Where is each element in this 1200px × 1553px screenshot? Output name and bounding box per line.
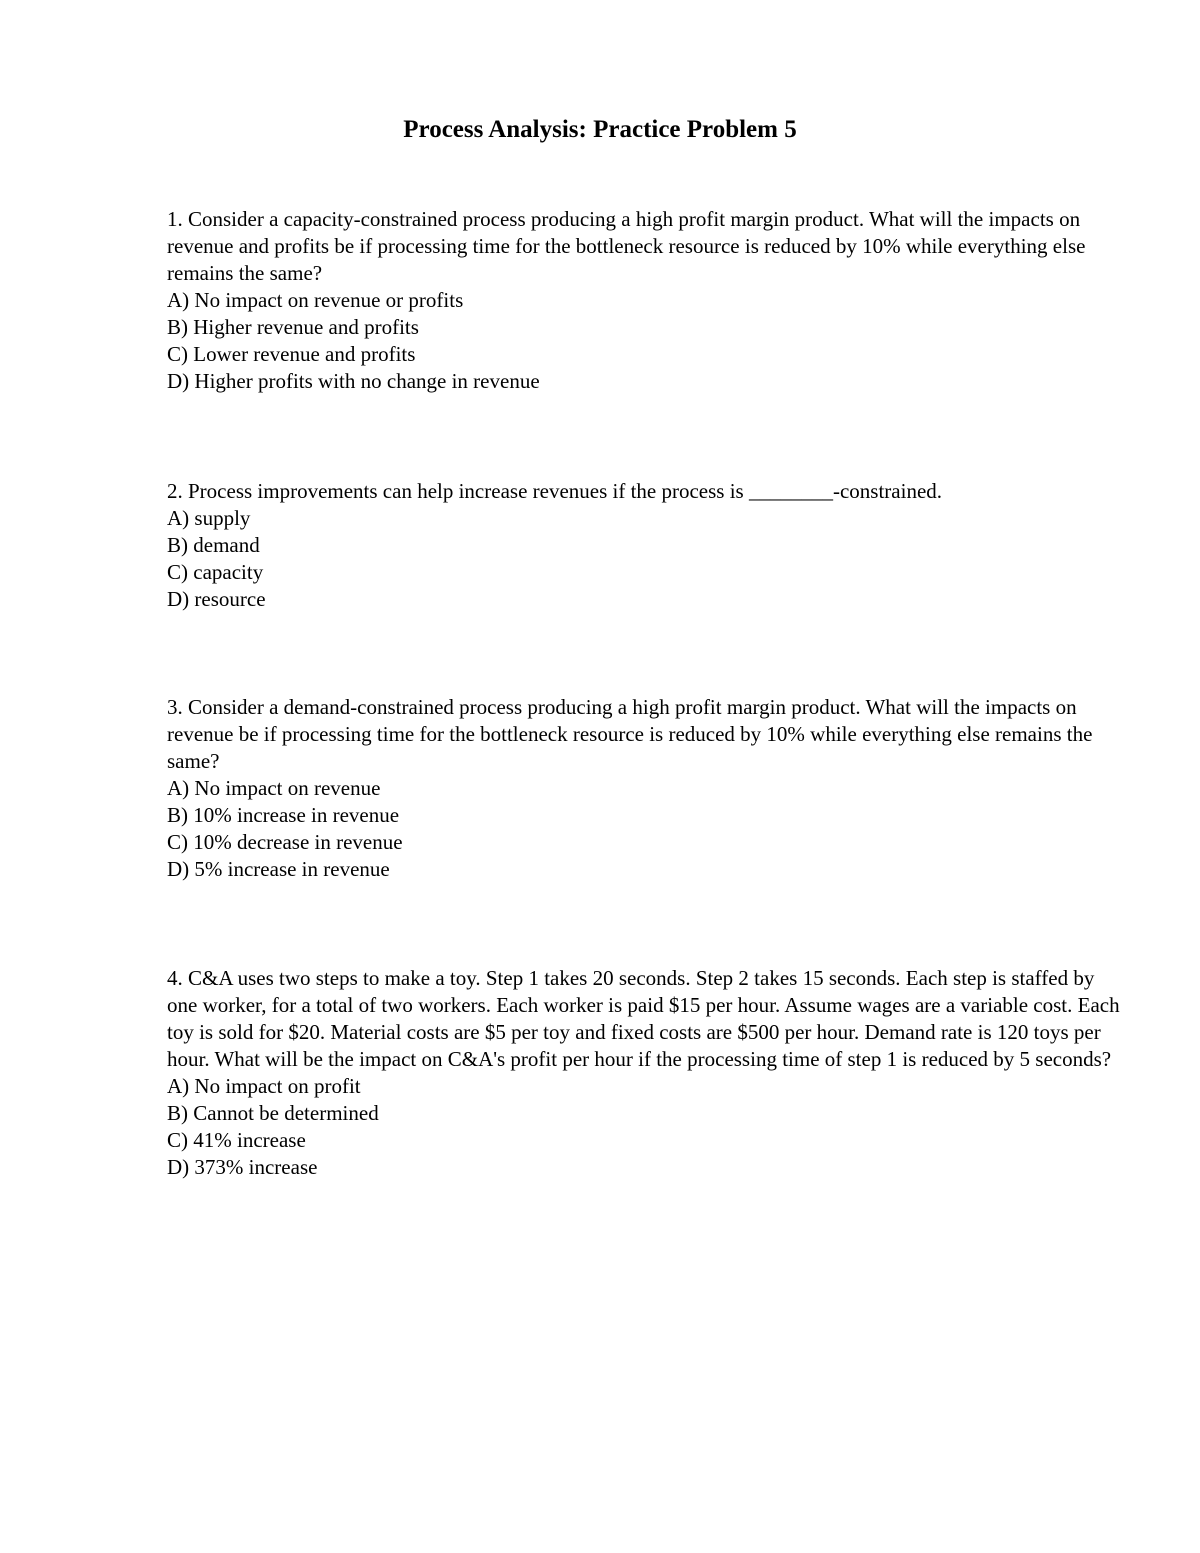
option-b: B) demand: [167, 533, 260, 557]
option-c: C) capacity: [167, 560, 264, 584]
answer-options: [167, 505, 1127, 613]
question-4: [167, 965, 1127, 1181]
option-a: A) No impact on revenue: [167, 776, 381, 800]
option-b: B) 10% increase in revenue: [167, 803, 400, 827]
page-title: Process Analysis: Practice Problem 5: [403, 116, 797, 143]
option-d: D) resource: [167, 587, 266, 611]
option-d: D) 373% increase: [167, 1155, 318, 1179]
question-text: 2. Process improvements can help increase revenues if the process is ________-constrained.: [167, 479, 943, 503]
option-d: D) Higher profits with no change in revenue: [167, 369, 540, 393]
question-3: [167, 694, 1127, 883]
option-c: C) Lower revenue and profits: [167, 342, 416, 366]
question-1: [167, 206, 1127, 395]
question-text: 4. C&A uses two steps to make a toy. Step 1 takes 20 seconds. Step 2 takes 15 seconds. Each step is staffed by one worker, for a total of two workers. Each worker is paid $15 per hour. Assume wages are a variable cost. Each toy is sold for $20. Material costs are $5 per toy and fixed costs are $500 per hour. Demand rate is 120 toys per hour. What will be the impact on C&A's profit per hour if the processing time of step 1 is reduced by 5 seconds?: [167, 966, 1120, 1071]
option-a: A) No impact on profit: [167, 1074, 361, 1098]
option-c: C) 10% decrease in revenue: [167, 830, 403, 854]
answer-options: [167, 1073, 1127, 1181]
option-a: A) supply: [167, 506, 251, 530]
option-b: B) Cannot be determined: [167, 1101, 379, 1125]
option-b: B) Higher revenue and profits: [167, 315, 419, 339]
answer-options: [167, 287, 1127, 395]
question-text: 3. Consider a demand-constrained process producing a high profit margin product. What will the impacts on revenue be if processing time for the bottleneck resource is reduced by 10% while everything else remains the same?: [167, 695, 1093, 773]
question-text: 1. Consider a capacity-constrained process producing a high profit margin product. What will the impacts on revenue and profits be if processing time for the bottleneck resource is reduced by 10% while everything else remains the same?: [167, 207, 1086, 285]
option-a: A) No impact on revenue or profits: [167, 288, 464, 312]
option-c: C) 41% increase: [167, 1128, 306, 1152]
option-d: D) 5% increase in revenue: [167, 857, 390, 881]
question-2: [167, 478, 1127, 613]
answer-options: [167, 775, 1127, 883]
